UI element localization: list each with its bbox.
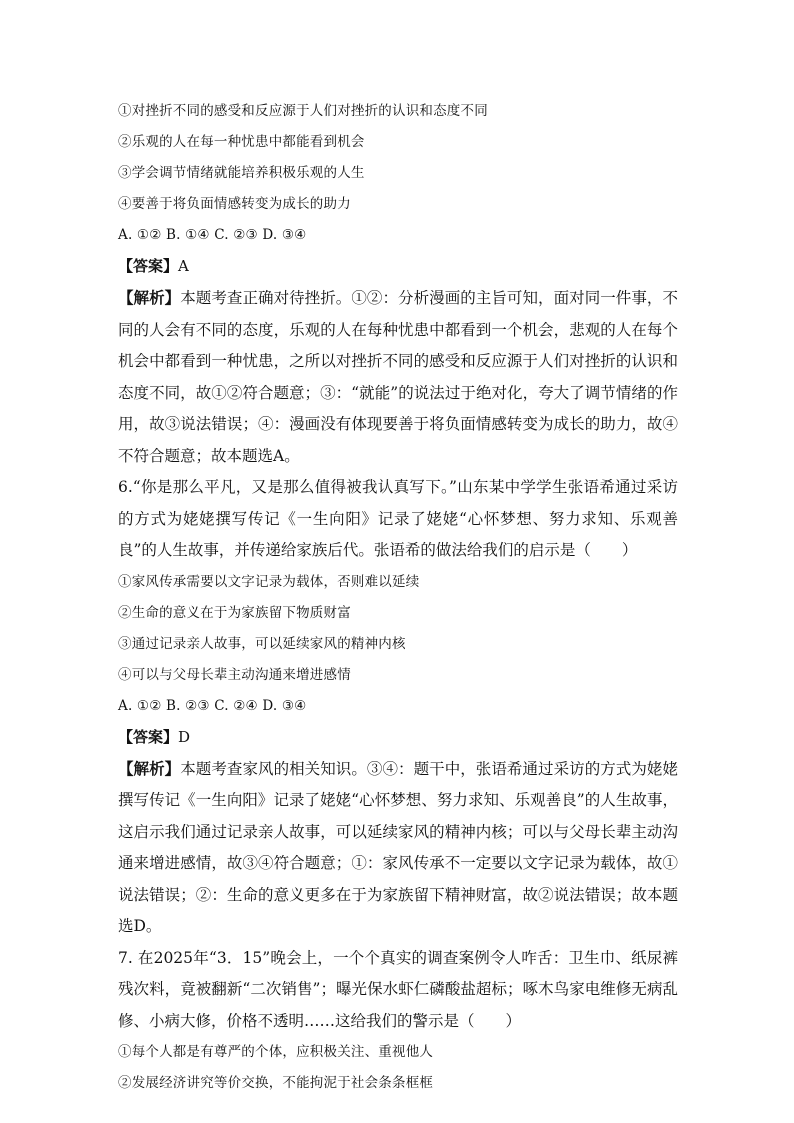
q6-answer	[118, 722, 678, 753]
q7-stem: 7. 在2025年“3．15”晚会上，一个个真实的调查案例令人咋舌：卫生巾、纸尿裤残次料，竟被翻新“二次销售”；曝光保水虾仁磷酸盐超标；啄木鸟家电维修无病乱修、小病大修，价格不透明……这给我们的警示是（ ）	[118, 948, 678, 1030]
q5-analysis	[118, 282, 678, 472]
q7-option-1: ①每个人都是有尊严的个体，应积极关注、重视他人	[118, 1044, 434, 1060]
q5-option-3: ③学会调节情绪就能培养积极乐观的人生	[118, 165, 365, 181]
q6-analysis	[118, 753, 678, 943]
q5-option-4: ④要善于将负面情感转变为成长的助力	[118, 196, 351, 212]
q5-option-2: ②乐观的人在每一种忧患中都能看到机会	[118, 134, 365, 150]
q6-option-3: ③通过记录亲人故事，可以延续家风的精神内核	[118, 635, 406, 652]
q6-option-4: ④可以与父母长辈主动沟通来增进感情	[118, 666, 351, 683]
q6-answer-value: D	[178, 727, 191, 746]
q5-choices: A. ①② B. ①④ C. ②③ D. ③④	[118, 227, 307, 243]
q6-choices: A. ①② B. ②③ C. ②④ D. ③④	[118, 697, 307, 714]
q6-answer-label: 【答案】	[118, 727, 179, 746]
q7-option-2: ②发展经济讲究等价交换，不能拘泥于社会条条框框	[118, 1075, 434, 1091]
q6-option-1: ①家风传承需要以文字记录为载体，否则难以延续	[118, 573, 420, 590]
q5-analysis-text: 本题考查正确对待挫折。①②：分析漫画的主旨可知，面对同一件事，不同的人会有不同的态度，乐观的人在每种忧患中都看到一个机会，悲观的人在每个机会中都看到一种忧患，之所以对挫折不同的感受和反应源于人们对挫折的认识和态度不同，故①②符合题意；③：“就能”的说法过于绝对化，夸大了调节情绪的作用，故③说法错误；④：漫画没有体现要善于将负面情感转变为成长的助力，故④不符合题意；故本题选A。	[118, 289, 678, 465]
q6-analysis-label: 【解析】	[118, 758, 181, 778]
q5-answer	[118, 251, 678, 282]
q5-analysis-label: 【解析】	[118, 288, 181, 307]
q6-analysis-text: 本题考查家风的相关知识。③④：题干中，张语希通过采访的方式为姥姥撰写传记《一生向阳》记录了姥姥“心怀梦想、努力求知、乐观善良”的人生故事，这启示我们通过记录亲人故事，可以延续家风的精神内核；可以与父母长辈主动沟通来增进感情，故③④符合题意；①：家风传承不一定要以文字记录为载体，故①说法错误；②：生命的意义更多在于为家族留下精神财富，故②说法错误；故本题选D。	[118, 759, 678, 935]
q5-option-1: ①对挫折不同的感受和反应源于人们对挫折的认识和态度不同	[118, 103, 488, 119]
q5-answer-value: A	[178, 257, 189, 275]
q5-answer-label: 【答案】	[118, 257, 179, 275]
q6-option-2: ②生命的意义在于为家族留下物质财富	[118, 604, 351, 621]
q6-stem: 6.“你是那么平凡，又是那么值得被我认真写下。”山东某中学学生张语希通过采访的方式为姥姥撰写传记《一生向阳》记录了姥姥“心怀梦想、努力求知、乐观善良”的人生故事，并传递给家族后代。张语希的做法给我们的启示是（ ）	[118, 478, 678, 559]
document-content	[118, 96, 678, 1099]
